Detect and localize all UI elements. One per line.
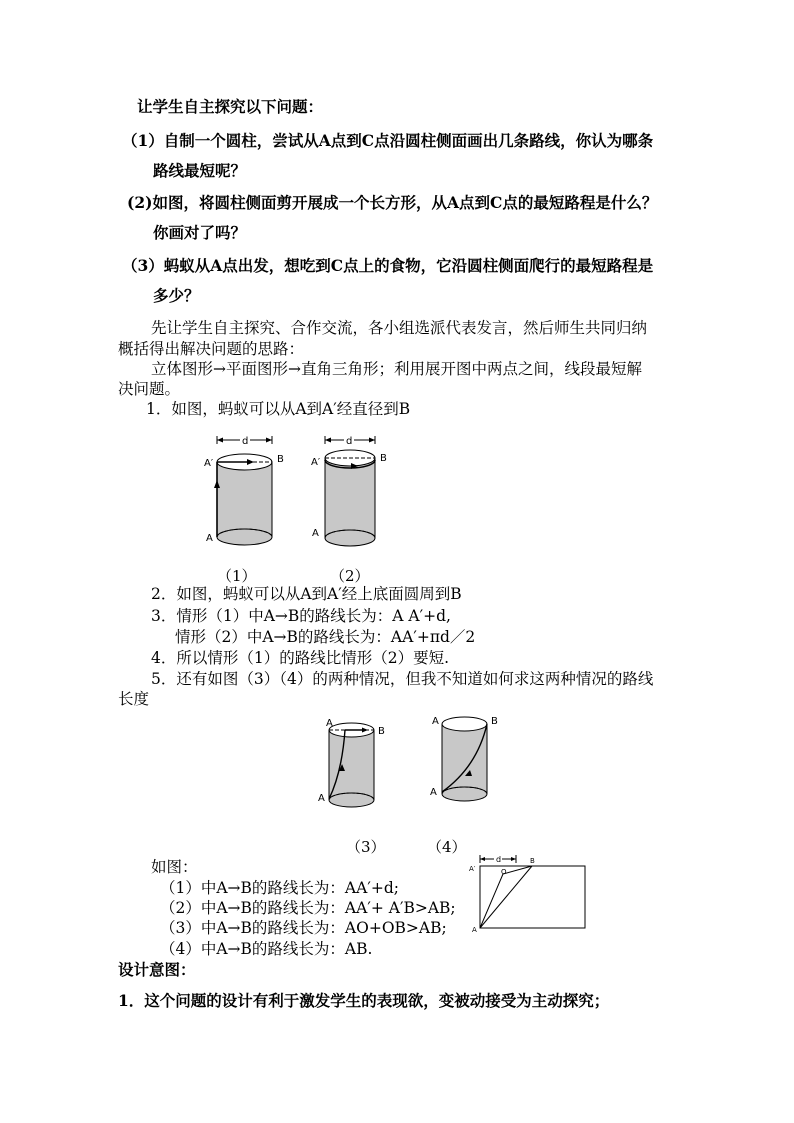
label-b-4: B	[491, 716, 498, 727]
rect-label-o: O	[501, 868, 507, 876]
rect-label-aprime: A′	[469, 865, 476, 873]
caption-2: （2）	[330, 567, 370, 585]
paragraph-2-line-2: 决问题。	[118, 380, 181, 398]
unrolled-rectangle-figure	[466, 852, 591, 934]
label-a-3-top: A	[326, 718, 333, 729]
label-aprime-1: A′	[204, 458, 214, 469]
label-d-1: d	[242, 436, 249, 447]
question-1-line-2: 路线最短呢？	[153, 161, 247, 180]
item-1: 1．如图，蚂蚁可以从A到A′经直径到B	[146, 400, 411, 418]
heading: 让学生自主探究以下问题：	[137, 97, 324, 116]
cylinder-figures-3-4	[312, 712, 512, 817]
label-a-3: A	[318, 793, 325, 804]
cylinder-figure-4	[430, 716, 498, 801]
label-a-2: A	[312, 528, 319, 539]
result-2: （2）中A→B的路线长为：AA′+ A′B>AB;	[160, 899, 456, 917]
rect-label-a: A	[472, 926, 477, 934]
paragraph-1-line-2: 概括得出解决问题的思路：	[118, 340, 305, 358]
caption-3: （3）	[346, 838, 386, 856]
rect-label-b: B	[530, 857, 535, 865]
label-a-4: A	[430, 787, 437, 798]
question-2-line-2: 你画对了吗？	[153, 223, 247, 242]
cylinder-figures-1-2	[200, 432, 400, 557]
paragraph-1-line-1: 先让学生自主探究、合作交流，各小组选派代表发言，然后师生共同归纳	[151, 319, 648, 337]
item-3a: 3．情形（1）中A→B的路线长为：A A′+d,	[151, 607, 451, 625]
cylinder-figure-3	[318, 718, 385, 807]
label-a-1: A	[206, 533, 213, 544]
label-a-4-top: A	[432, 716, 439, 727]
caption-1: （1）	[217, 567, 257, 585]
label-d-2: d	[346, 436, 353, 447]
question-2-line-1: (2)如图，将圆柱侧面剪开展成一个长方形，从A点到C点的最短路程是什么？	[127, 193, 658, 212]
label-aprime-2: A′	[311, 457, 321, 468]
design-intent-1: 1．这个问题的设计有利于激发学生的表现欲，变被动接受为主动探究；	[118, 991, 610, 1010]
item-3b: 情形（2）中A→B的路线长为：AA′+πd／2	[175, 628, 476, 646]
as-figure: 如图：	[151, 858, 198, 876]
label-b-1: B	[277, 454, 284, 465]
design-intent-heading: 设计意图：	[118, 960, 196, 979]
item-2: 2．如图，蚂蚁可以从A到A′经上底面圆周到B	[151, 585, 462, 603]
question-1-line-1: （1）自制一个圆柱，尝试从A点到C点沿圆柱侧面画出几条路线，你认为哪条	[122, 131, 654, 150]
question-3-line-2: 多少？	[153, 286, 200, 305]
label-b-2: B	[380, 453, 387, 464]
cylinder-figure-1	[204, 434, 284, 545]
result-4: （4）中A→B的路线长为：AB.	[160, 940, 373, 958]
item-5-line-1: 5．还有如图（3）（4）的两种情况，但我不知道如何求这两种情况的路线	[151, 670, 654, 688]
label-b-3: B	[378, 726, 385, 737]
caption-4: （4）	[427, 838, 467, 856]
result-3: （3）中A→B的路线长为：AO+OB>AB;	[160, 919, 447, 937]
rect-label-d: d	[496, 855, 502, 864]
question-3-line-1: （3）蚂蚁从A点出发，想吃到C点上的食物，它沿圆柱侧面爬行的最短路程是	[122, 256, 654, 275]
cylinder-figure-2	[311, 434, 387, 546]
item-4: 4．所以情形（1）的路线比情形（2）要短.	[151, 649, 450, 667]
item-5-line-2: 长度	[118, 690, 150, 708]
result-1: （1）中A→B的路线长为：AA′+d;	[160, 879, 399, 897]
paragraph-2-line-1: 立体图形→平面图形→直角三角形；利用展开图中两点之间，线段最短解	[151, 360, 642, 378]
